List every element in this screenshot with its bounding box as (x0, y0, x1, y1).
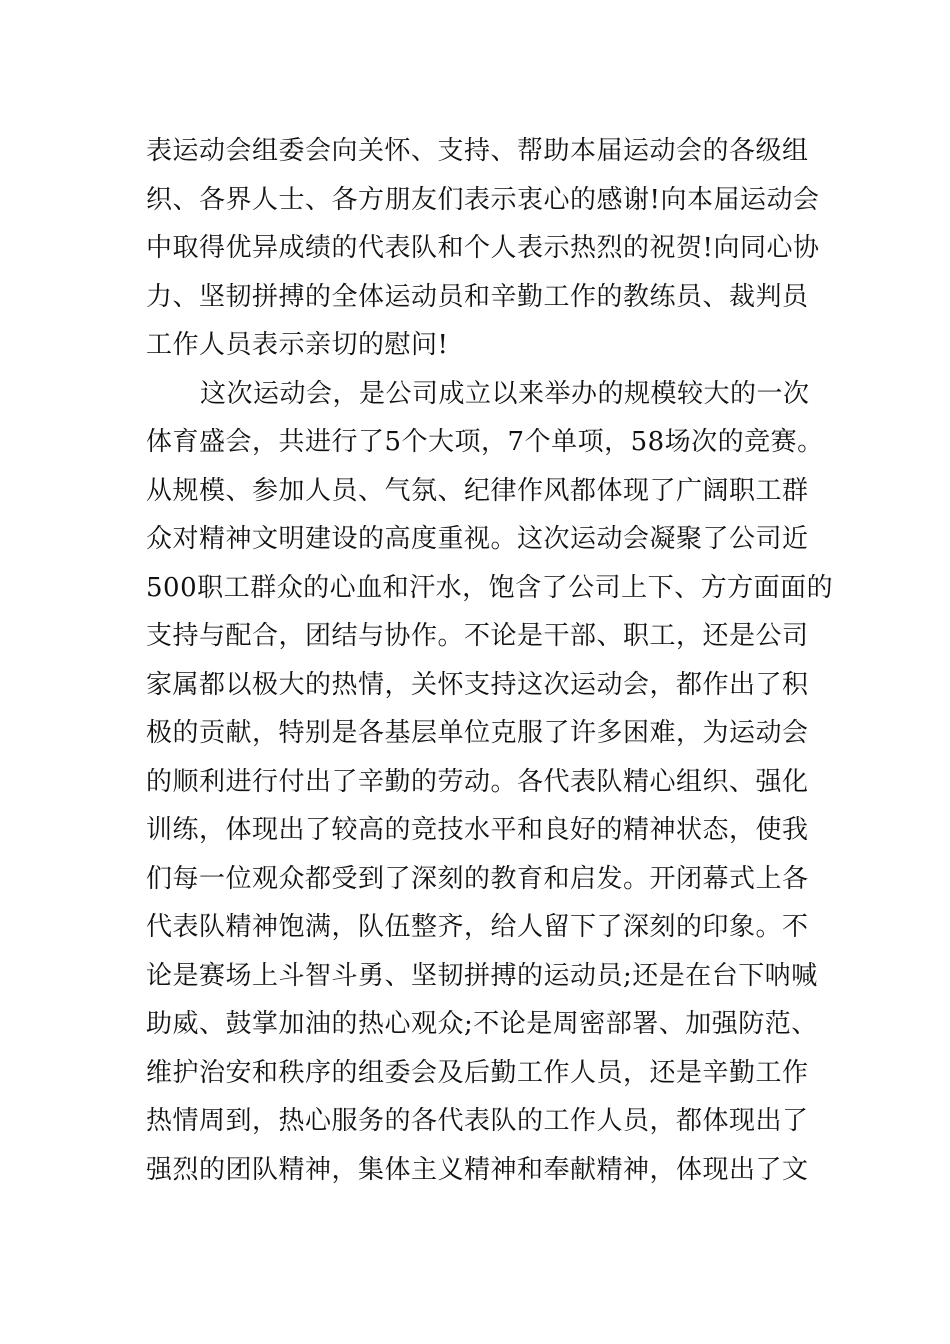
text-line: 众对精神文明建设的高度重视。这次运动会凝聚了公司近 (146, 524, 809, 554)
paragraph-first-line: 这次运动会，是公司成立以来举办的规模较大的一次 (200, 378, 810, 409)
text-line: 论是赛场上斗智斗勇、坚韧拼搏的运动员;还是在台下呐喊 (146, 960, 818, 991)
text-line: 强烈的团队精神，集体主义精神和奉献精神，体现出了文 (146, 1154, 809, 1185)
text-line: 织、各界人士、各方朋友们表示衷心的感谢!向本届运动会 (146, 184, 820, 215)
text-line: 支持与配合，团结与协作。不论是干部、职工，还是公司 (146, 621, 809, 651)
text-line: 从规模、参加人员、气氛、纪律作风都体现了广阔职工群 (146, 475, 809, 506)
text-line: 极的贡献，特别是各基层单位克服了许多困难，为运动会 (146, 718, 809, 748)
text-line: 体育盛会，共进行了5个大项，7个单项，58场次的竞赛。 (146, 427, 824, 457)
text-line: 中取得优异成绩的代表队和个人表示热烈的祝贺!向同心协 (146, 233, 820, 263)
text-line: 500职工群众的心血和汗水，饱含了公司上下、方方面面的 (146, 572, 834, 603)
text-line: 表运动会组委会向关怀、支持、帮助本届运动会的各级组 (146, 136, 809, 166)
text-line: 们每一位观众都受到了深刻的教育和启发。开闭幕式上各 (146, 863, 809, 894)
text-line: 训练，体现出了较高的竞技水平和良好的精神状态，使我 (146, 815, 809, 845)
text-line: 工作人员表示亲切的慰问! (146, 330, 449, 360)
text-line: 代表队精神饱满，队伍整齐，给人留下了深刻的印象。不 (146, 912, 809, 942)
text-line: 维护治安和秩序的组委会及后勤工作人员，还是辛勤工作 (146, 1057, 809, 1088)
text-line: 热情周到，热心服务的各代表队的工作人员，都体现出了 (146, 1106, 809, 1136)
text-line: 家属都以极大的热情，关怀支持这次运动会，都作出了积 (146, 669, 809, 700)
text-line: 力、坚韧拼搏的全体运动员和辛勤工作的教练员、裁判员 (146, 281, 809, 312)
body-text (146, 127, 834, 1194)
text-line: 的顺利进行付出了辛勤的劳动。各代表队精心组织、强化 (146, 766, 809, 797)
text-line: 助威、鼓掌加油的热心观众;不论是周密部署、加强防范、 (146, 1009, 818, 1039)
